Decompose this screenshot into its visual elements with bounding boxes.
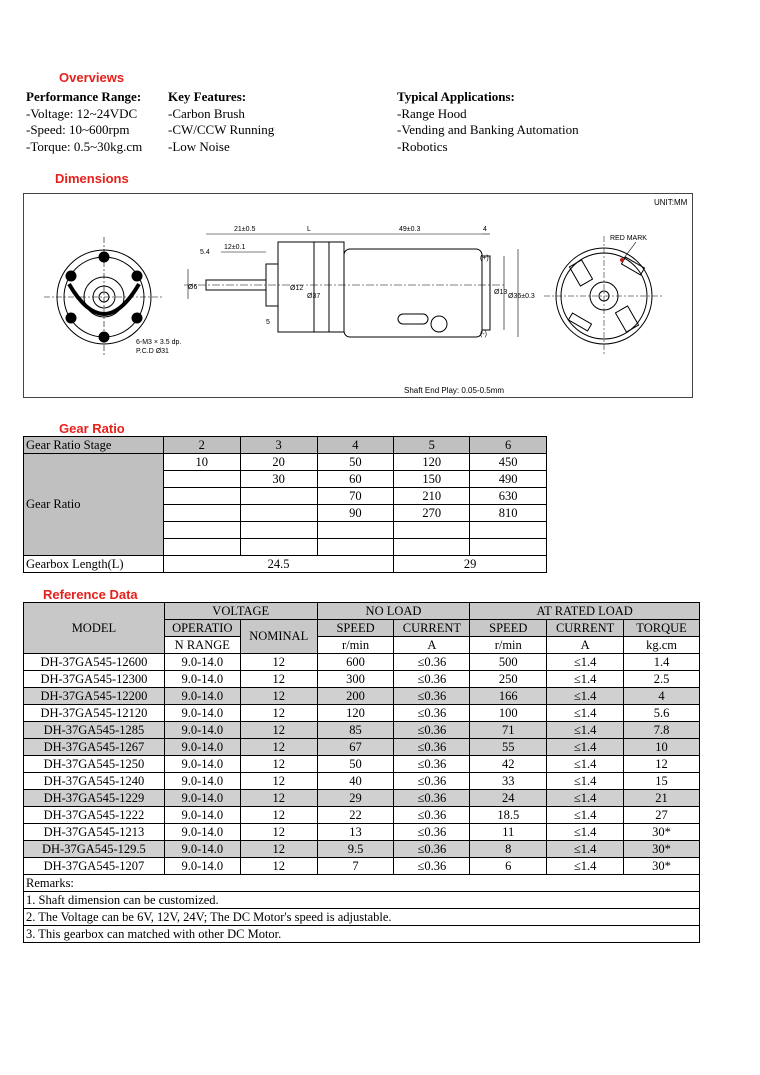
model-cell: DH-37GA545-1250 (24, 756, 165, 773)
ratio-cell (240, 505, 317, 522)
ratio-cell (163, 539, 240, 556)
model-row (24, 824, 700, 841)
speed-unit: r/min (317, 637, 394, 654)
ratio-cell: 30 (240, 471, 317, 488)
current-cell: ≤0.36 (394, 858, 470, 875)
model-cell: DH-37GA545-1222 (24, 807, 165, 824)
reference-data-table (23, 602, 700, 943)
voltage-header: VOLTAGE (164, 603, 317, 620)
ratio-cell: 490 (470, 471, 547, 488)
operation-range-cell: 9.0-14.0 (164, 671, 240, 688)
model-row (24, 858, 700, 875)
ratio-cell (470, 539, 547, 556)
header-row (24, 603, 700, 620)
dim-49: 49±0.3 (399, 226, 421, 233)
torque-cell: 7.8 (624, 722, 700, 739)
speed-cell: 50 (317, 756, 394, 773)
current-cell: ≤0.36 (394, 671, 470, 688)
ratio-cell: 630 (470, 488, 547, 505)
operation-range-cell: 9.0-14.0 (164, 688, 240, 705)
speed-cell: 67 (317, 739, 394, 756)
model-cell: DH-37GA545-1285 (24, 722, 165, 739)
remark-line: 2. The Voltage can be 6V, 12V, 24V; The DC Motor's speed is adjustable. (24, 909, 700, 926)
gear-ratio-table (23, 436, 547, 573)
performance-range (26, 89, 142, 155)
current-cell: ≤0.36 (394, 807, 470, 824)
operation-range-cell: 9.0-14.0 (164, 654, 240, 671)
gearbox-length-row (24, 556, 547, 573)
torque-cell: 1.4 (624, 654, 700, 671)
gear-ratio-row (24, 454, 547, 471)
rated-current-cell: ≤1.4 (547, 790, 624, 807)
rated-current-cell: ≤1.4 (547, 688, 624, 705)
operation-range-cell: 9.0-14.0 (164, 756, 240, 773)
no-load-header: NO LOAD (317, 603, 470, 620)
remarks-row (24, 926, 700, 943)
rated-speed-header: SPEED (470, 620, 547, 637)
model-row (24, 739, 700, 756)
rated-current-unit: A (547, 637, 624, 654)
gearbox-length-b: 29 (394, 556, 547, 573)
model-header: MODEL (24, 603, 165, 654)
feature-line: -CW/CCW Running (168, 122, 275, 137)
current-cell: ≤0.36 (394, 756, 470, 773)
current-cell: ≤0.36 (394, 654, 470, 671)
ratio-cell (394, 522, 470, 539)
current-cell: ≤0.36 (394, 841, 470, 858)
performance-line: -Voltage: 12~24VDC (26, 105, 138, 121)
dim-5-4: 5.4 (200, 249, 210, 256)
rated-speed-cell: 42 (470, 756, 547, 773)
operation-range-cell: 9.0-14.0 (164, 739, 240, 756)
model-row (24, 756, 700, 773)
current-cell: ≤0.36 (394, 824, 470, 841)
remarks-row (24, 909, 700, 926)
reference-rows (24, 654, 700, 875)
remark-line: 1. Shaft dimension can be customized. (24, 892, 700, 909)
reference-data-title: Reference Data (43, 587, 138, 602)
performance-line: -Torque: 0.5~30kg.cm (26, 138, 143, 154)
operation-range-cell: 9.0-14.0 (164, 824, 240, 841)
rated-speed-cell: 24 (470, 790, 547, 807)
dim-21: 21±0.5 (234, 226, 256, 233)
model-cell: DH-37GA545-12120 (24, 705, 165, 722)
model-row (24, 688, 700, 705)
ratio-cell (240, 488, 317, 505)
torque-unit: kg.cm (624, 637, 700, 654)
rated-current-cell: ≤1.4 (547, 858, 624, 875)
rated-speed-cell: 71 (470, 722, 547, 739)
torque-cell: 2.5 (624, 671, 700, 688)
operation-range-cell: 9.0-14.0 (164, 807, 240, 824)
rated-current-cell: ≤1.4 (547, 739, 624, 756)
rated-current-cell: ≤1.4 (547, 671, 624, 688)
nominal-cell: 12 (240, 739, 317, 756)
minus-terminal: (-) (480, 331, 487, 338)
rated-current-cell: ≤1.4 (547, 654, 624, 671)
torque-cell: 10 (624, 739, 700, 756)
nominal-cell: 12 (240, 654, 317, 671)
nominal-cell: 12 (240, 671, 317, 688)
gearbox-length-label: Gearbox Length(L) (24, 556, 164, 573)
plus-terminal: (+) (480, 255, 489, 262)
current-cell: ≤0.36 (394, 722, 470, 739)
red-mark-dot (620, 258, 624, 262)
gear-stage-row (24, 437, 547, 454)
speed-cell: 600 (317, 654, 394, 671)
remarks-row (24, 892, 700, 909)
rated-speed-cell: 18.5 (470, 807, 547, 824)
ratio-cell (163, 471, 240, 488)
feature-line: -Carbon Brush (168, 105, 245, 121)
rated-speed-unit: r/min (470, 637, 547, 654)
rated-speed-cell: 250 (470, 671, 547, 688)
current-cell: ≤0.36 (394, 739, 470, 756)
torque-cell: 4 (624, 688, 700, 705)
speed-cell: 85 (317, 722, 394, 739)
gear-ratio-label: Gear Ratio (24, 454, 164, 556)
rated-current-cell: ≤1.4 (547, 807, 624, 824)
ratio-cell (240, 539, 317, 556)
dim-d12: Ø12 (290, 285, 304, 292)
model-row (24, 773, 700, 790)
ratio-cell: 10 (163, 454, 240, 471)
stage-cell: 2 (163, 437, 240, 454)
key-features (168, 89, 274, 155)
performance-line: -Speed: 10~600rpm (26, 122, 130, 137)
current-cell: ≤0.36 (394, 688, 470, 705)
ratio-cell: 20 (240, 454, 317, 471)
model-row (24, 722, 700, 739)
speed-cell: 7 (317, 858, 394, 875)
nominal-cell: 12 (240, 756, 317, 773)
model-row (24, 790, 700, 807)
remark-line: 3. This gearbox can matched with other DC Motor. (24, 926, 700, 943)
stage-cell: 5 (394, 437, 470, 454)
ratio-cell: 90 (317, 505, 394, 522)
unit-label: UNIT:MM (654, 198, 688, 207)
dimensions-title: Dimensions (55, 171, 129, 186)
nominal-cell: 12 (240, 807, 317, 824)
model-cell: DH-37GA545-12200 (24, 688, 165, 705)
current-cell: ≤0.36 (394, 705, 470, 722)
speed-cell: 13 (317, 824, 394, 841)
ratio-cell: 120 (394, 454, 470, 471)
torque-cell: 30* (624, 824, 700, 841)
operation-range-cell: 9.0-14.0 (164, 858, 240, 875)
rated-speed-cell: 55 (470, 739, 547, 756)
operation-range-cell: 9.0-14.0 (164, 705, 240, 722)
ratio-cell (470, 522, 547, 539)
model-cell: DH-37GA545-1229 (24, 790, 165, 807)
ratio-cell (317, 539, 394, 556)
application-line: -Vending and Banking Automation (397, 122, 579, 137)
stage-cell: 6 (470, 437, 547, 454)
speed-cell: 22 (317, 807, 394, 824)
operation-range-cell: 9.0-14.0 (164, 790, 240, 807)
dim-L: L (307, 226, 311, 233)
operation-range-cell: 9.0-14.0 (164, 722, 240, 739)
nominal-cell: 12 (240, 705, 317, 722)
features-heading: Key Features: (168, 89, 247, 104)
ratio-cell: 450 (470, 454, 547, 471)
rated-speed-cell: 166 (470, 688, 547, 705)
nominal-cell: 12 (240, 841, 317, 858)
speed-header: SPEED (317, 620, 394, 637)
dim-5: 5 (266, 319, 270, 326)
nominal-header: NOMINAL (240, 620, 317, 654)
torque-cell: 5.6 (624, 705, 700, 722)
dim-d37: Ø37 (307, 293, 321, 300)
speed-cell: 120 (317, 705, 394, 722)
model-row (24, 654, 700, 671)
model-cell: DH-37GA545-129.5 (24, 841, 165, 858)
ratio-cell (240, 522, 317, 539)
gearbox-length-a: 24.5 (163, 556, 393, 573)
rated-current-cell: ≤1.4 (547, 756, 624, 773)
dim-4: 4 (483, 226, 487, 233)
current-unit: A (394, 637, 470, 654)
current-cell: ≤0.36 (394, 773, 470, 790)
shaft-play-note: Shaft End Play: 0.05-0.5mm (404, 386, 505, 395)
nominal-cell: 12 (240, 790, 317, 807)
ratio-cell: 50 (317, 454, 394, 471)
nominal-cell: 12 (240, 773, 317, 790)
typical-applications (397, 89, 579, 155)
gear-ratio-title: Gear Ratio (59, 421, 125, 436)
rated-speed-cell: 100 (470, 705, 547, 722)
torque-cell: 15 (624, 773, 700, 790)
nominal-cell: 12 (240, 722, 317, 739)
ratio-cell: 150 (394, 471, 470, 488)
performance-heading: Performance Range: (26, 89, 142, 104)
model-row (24, 705, 700, 722)
model-cell: DH-37GA545-12300 (24, 671, 165, 688)
model-row (24, 841, 700, 858)
operation-range-header: OPERATIO (164, 620, 240, 637)
torque-cell: 30* (624, 841, 700, 858)
model-cell: DH-37GA545-1213 (24, 824, 165, 841)
dim-12: 12±0.1 (224, 244, 246, 251)
holes-label: 6-M3 × 3.5 dp. (136, 339, 182, 346)
operation-range-cell: 9.0-14.0 (164, 773, 240, 790)
red-mark-label: RED MARK (610, 235, 647, 242)
torque-cell: 27 (624, 807, 700, 824)
rated-speed-cell: 33 (470, 773, 547, 790)
nominal-cell: 12 (240, 824, 317, 841)
model-cell: DH-37GA545-1267 (24, 739, 165, 756)
torque-cell: 30* (624, 858, 700, 875)
ratio-cell: 270 (394, 505, 470, 522)
rated-current-cell: ≤1.4 (547, 773, 624, 790)
rated-current-cell: ≤1.4 (547, 824, 624, 841)
speed-cell: 29 (317, 790, 394, 807)
ratio-cell (163, 505, 240, 522)
torque-cell: 21 (624, 790, 700, 807)
ratio-cell (394, 539, 470, 556)
dim-d6: Ø6 (188, 284, 198, 291)
applications-heading: Typical Applications: (397, 89, 515, 104)
ratio-cell: 810 (470, 505, 547, 522)
dim-d13: Ø13 (494, 289, 508, 296)
model-row (24, 807, 700, 824)
torque-header: TORQUE (624, 620, 700, 637)
speed-cell: 200 (317, 688, 394, 705)
rated-speed-cell: 11 (470, 824, 547, 841)
stage-cell: 3 (240, 437, 317, 454)
ratio-cell (163, 522, 240, 539)
dimension-drawing (23, 193, 693, 398)
remarks-row (24, 875, 700, 892)
ratio-cell: 60 (317, 471, 394, 488)
dim-d36: Ø36±0.3 (508, 293, 535, 300)
operation-range-cell: 9.0-14.0 (164, 841, 240, 858)
rated-current-cell: ≤1.4 (547, 841, 624, 858)
rated-speed-cell: 6 (470, 858, 547, 875)
rated-speed-cell: 8 (470, 841, 547, 858)
nominal-cell: 12 (240, 858, 317, 875)
model-row (24, 671, 700, 688)
ratio-cell (163, 488, 240, 505)
feature-line: -Low Noise (168, 138, 230, 154)
ratio-cell: 210 (394, 488, 470, 505)
motor-end-view (544, 236, 664, 356)
model-cell: DH-37GA545-1207 (24, 858, 165, 875)
application-line: -Robotics (397, 138, 448, 154)
speed-cell: 40 (317, 773, 394, 790)
gear-stage-label: Gear Ratio Stage (24, 437, 164, 454)
rated-speed-cell: 500 (470, 654, 547, 671)
stage-cell: 4 (317, 437, 394, 454)
torque-cell: 12 (624, 756, 700, 773)
remarks-heading: Remarks: (24, 875, 700, 892)
overviews-title: Overviews (59, 70, 125, 85)
rated-load-header: AT RATED LOAD (470, 603, 700, 620)
ratio-cell (317, 522, 394, 539)
pcd-label: P.C.D Ø31 (136, 348, 169, 355)
speed-cell: 300 (317, 671, 394, 688)
application-line: -Range Hood (397, 105, 467, 121)
speed-cell: 9.5 (317, 841, 394, 858)
rated-current-cell: ≤1.4 (547, 722, 624, 739)
model-cell: DH-37GA545-12600 (24, 654, 165, 671)
ratio-cell: 70 (317, 488, 394, 505)
model-cell: DH-37GA545-1240 (24, 773, 165, 790)
rated-current-header: CURRENT (547, 620, 624, 637)
current-cell: ≤0.36 (394, 790, 470, 807)
motor-drawing-svg (24, 194, 692, 397)
nominal-cell: 12 (240, 688, 317, 705)
current-header: CURRENT (394, 620, 470, 637)
rated-current-cell: ≤1.4 (547, 705, 624, 722)
operation-range-header-2: N RANGE (164, 637, 240, 654)
